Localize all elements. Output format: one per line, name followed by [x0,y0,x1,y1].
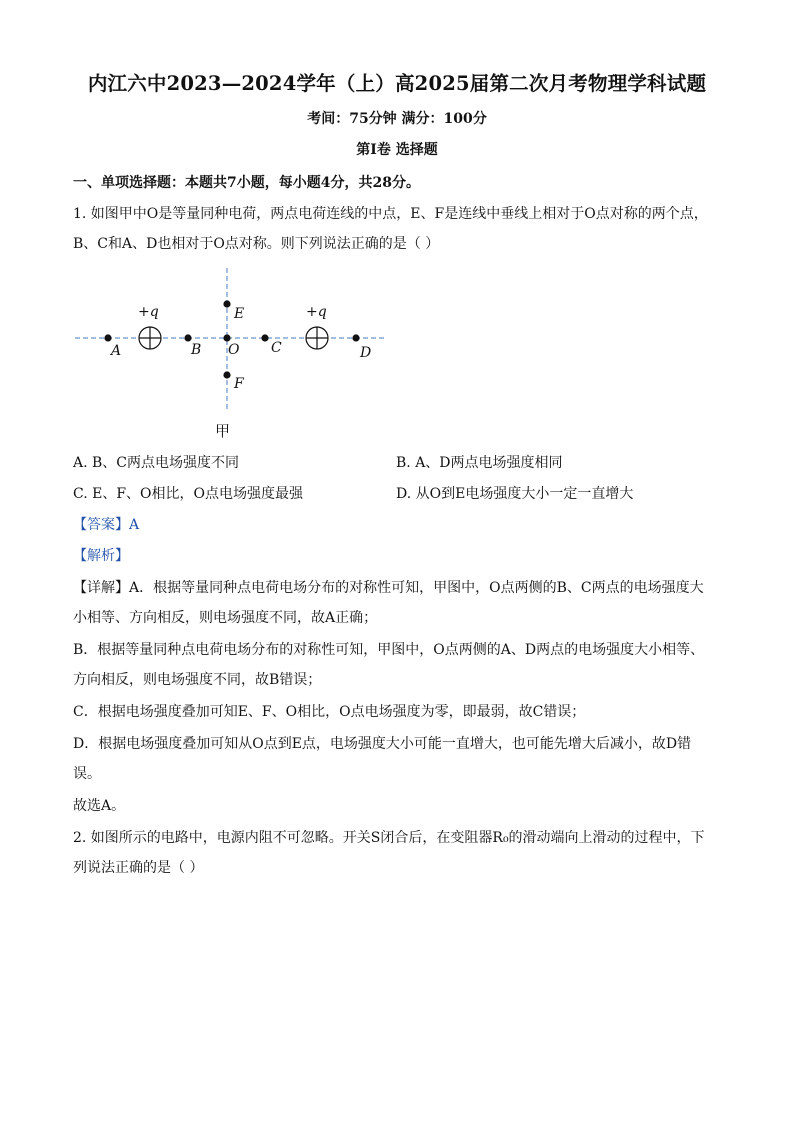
point-f-label: F [234,376,244,392]
q2-stem-line1: 2. 如图所示的电路中，电源内阻不可忽略。开关S闭合后，在变阻器R₀的滑动端向上滑动的过程中，下 [73,830,705,846]
point-d-label: D [360,345,372,361]
point-b-dot [184,334,191,341]
q1-option-a: A. B、C两点电场强度不同 [73,455,240,471]
q1-explain-d-line1: D．根据电场强度叠加可知从O点到E点，电场强度大小可能一直增大，也可能先增大后减小，故D错 [73,736,692,752]
right-charge-label: +q [306,304,327,320]
q2-stem-line2: 列说法正确的是（ ） [73,860,204,876]
exam-title: 内江六中2023—2024学年（上）高2025届第二次月考物理学科试题 [87,72,707,95]
q1-explain-a-line2: 小相等、方向相反，则电场强度不同，故A正确； [73,610,378,626]
q1-explain-c: C．根据电场强度叠加可知E、F、O相比，O点电场强度为零，即最弱，故C错误； [73,704,586,720]
q1-stem-line1: 1. 如图甲中O是等量同种电荷，两点电荷连线的中点，E、F是连线中垂线上相对于O点对称的两个点， [73,206,708,222]
q1-answer: 【答案】A [73,517,140,533]
q1-figure [70,264,390,444]
right-charge-icon [306,327,328,349]
point-o-dot [223,334,230,341]
q1-explain-a-line1: 【详解】A．根据等量同种点电荷电场分布的对称性可知，甲图中，O点两侧的B、C两点的电场强度大 [73,580,704,596]
q1-analysis-label: 【解析】 [73,548,129,564]
left-charge-icon [139,327,161,349]
point-e-label: E [234,306,245,322]
point-c-label: C [271,340,282,356]
charge-diagram [70,264,390,444]
point-c-dot [261,334,268,341]
point-d-dot [352,334,359,341]
point-e-dot [223,300,230,307]
q1-conclusion: 故选A。 [73,798,126,814]
point-b-label: B [191,342,202,358]
figure-caption: 甲 [215,422,231,440]
point-f-dot [223,371,230,378]
point-o-label: O [228,342,240,358]
left-charge-label: +q [138,304,159,320]
part-heading: 一、单项选择题：本题共7小题，每小题4分，共28分。 [73,175,420,191]
q1-option-c: C. E、F、O相比，O点电场强度最强 [73,486,304,502]
section-title: 第Ⅰ卷 选择题 [356,142,438,158]
q1-stem-line2: B、C和A、D也相对于O点对称。则下列说法正确的是（ ） [73,236,440,252]
q1-explain-d-line2: 误。 [73,766,101,782]
q1-option-b: B. A、D两点电场强度相同 [396,455,563,471]
point-a-dot [104,334,111,341]
q1-explain-b-line2: 方向相反，则电场强度不同，故B错误； [73,672,322,688]
exam-meta: 考间：75分钟 满分：100分 [307,111,487,127]
q1-explain-b-line1: B．根据等量同种点电荷电场分布的对称性可知，甲图中，O点两侧的A、D两点的电场强度大小相等、 [73,642,705,658]
q1-option-d: D. 从O到E电场强度大小一定一直增大 [396,486,634,502]
point-a-label: A [111,343,122,359]
